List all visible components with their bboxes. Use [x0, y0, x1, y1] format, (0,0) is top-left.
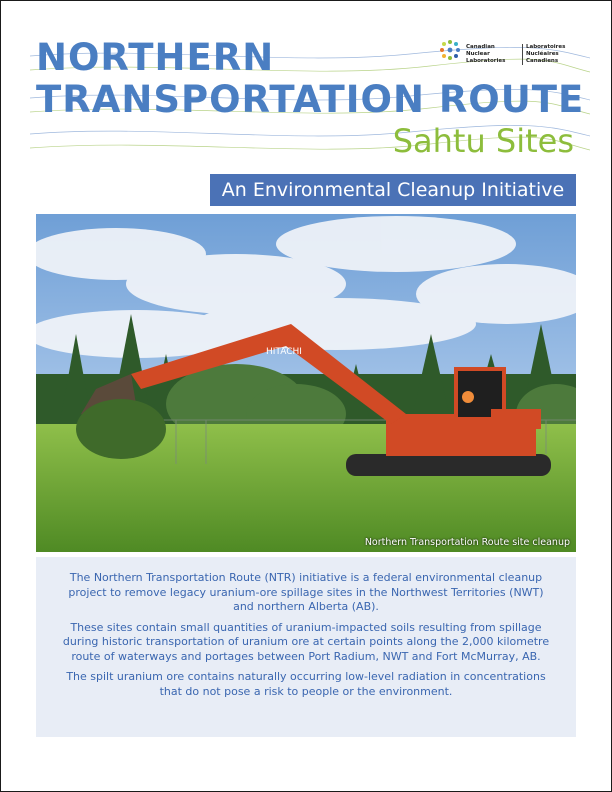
title-line-1: NORTHERN: [36, 36, 275, 79]
info-box: [36, 557, 576, 737]
paragraph-site-contents: These sites contain small quantities of uranium-impacted soils resulting from spillage during historic transportation of uranium ore at certain points along the 2,000 kilometre route of waterways and portages between Port Radium, NWT and Fort McMurray, AB.: [62, 620, 550, 663]
paragraph-ntr-initiative: The Northern Transportation Route (NTR) initiative is a federal environmental cleanup project to remove legacy uranium-ore spillage sites in the Northwest Territories (NWT) and northern Alberta (AB).: [68, 571, 544, 613]
photo-illustration: [36, 214, 576, 552]
excavator-photo: [36, 214, 576, 552]
paragraph-radiation: The spilt uranium ore contains naturally occurring low-level radiation in concentrations that do not pose a risk to people or the environment.: [66, 670, 546, 698]
photo-caption: Northern Transportation Route site cleanup: [364, 537, 570, 548]
banner-tagline: An Environmental Cleanup Initiative: [210, 174, 576, 206]
logo-text-english: Canadian Nuclear Laboratories: [466, 44, 506, 64]
title-line-2: TRANSPORTATION ROUTE: [36, 78, 585, 121]
subtitle: Sahtu Sites: [392, 122, 574, 160]
machine-brand-label: HITACHI: [266, 347, 302, 357]
cnl-logo: [438, 38, 584, 66]
logo-text-french: Laboratoires Nucléaires Canadiens: [522, 44, 588, 65]
cnl-logo-icon: [438, 38, 462, 62]
